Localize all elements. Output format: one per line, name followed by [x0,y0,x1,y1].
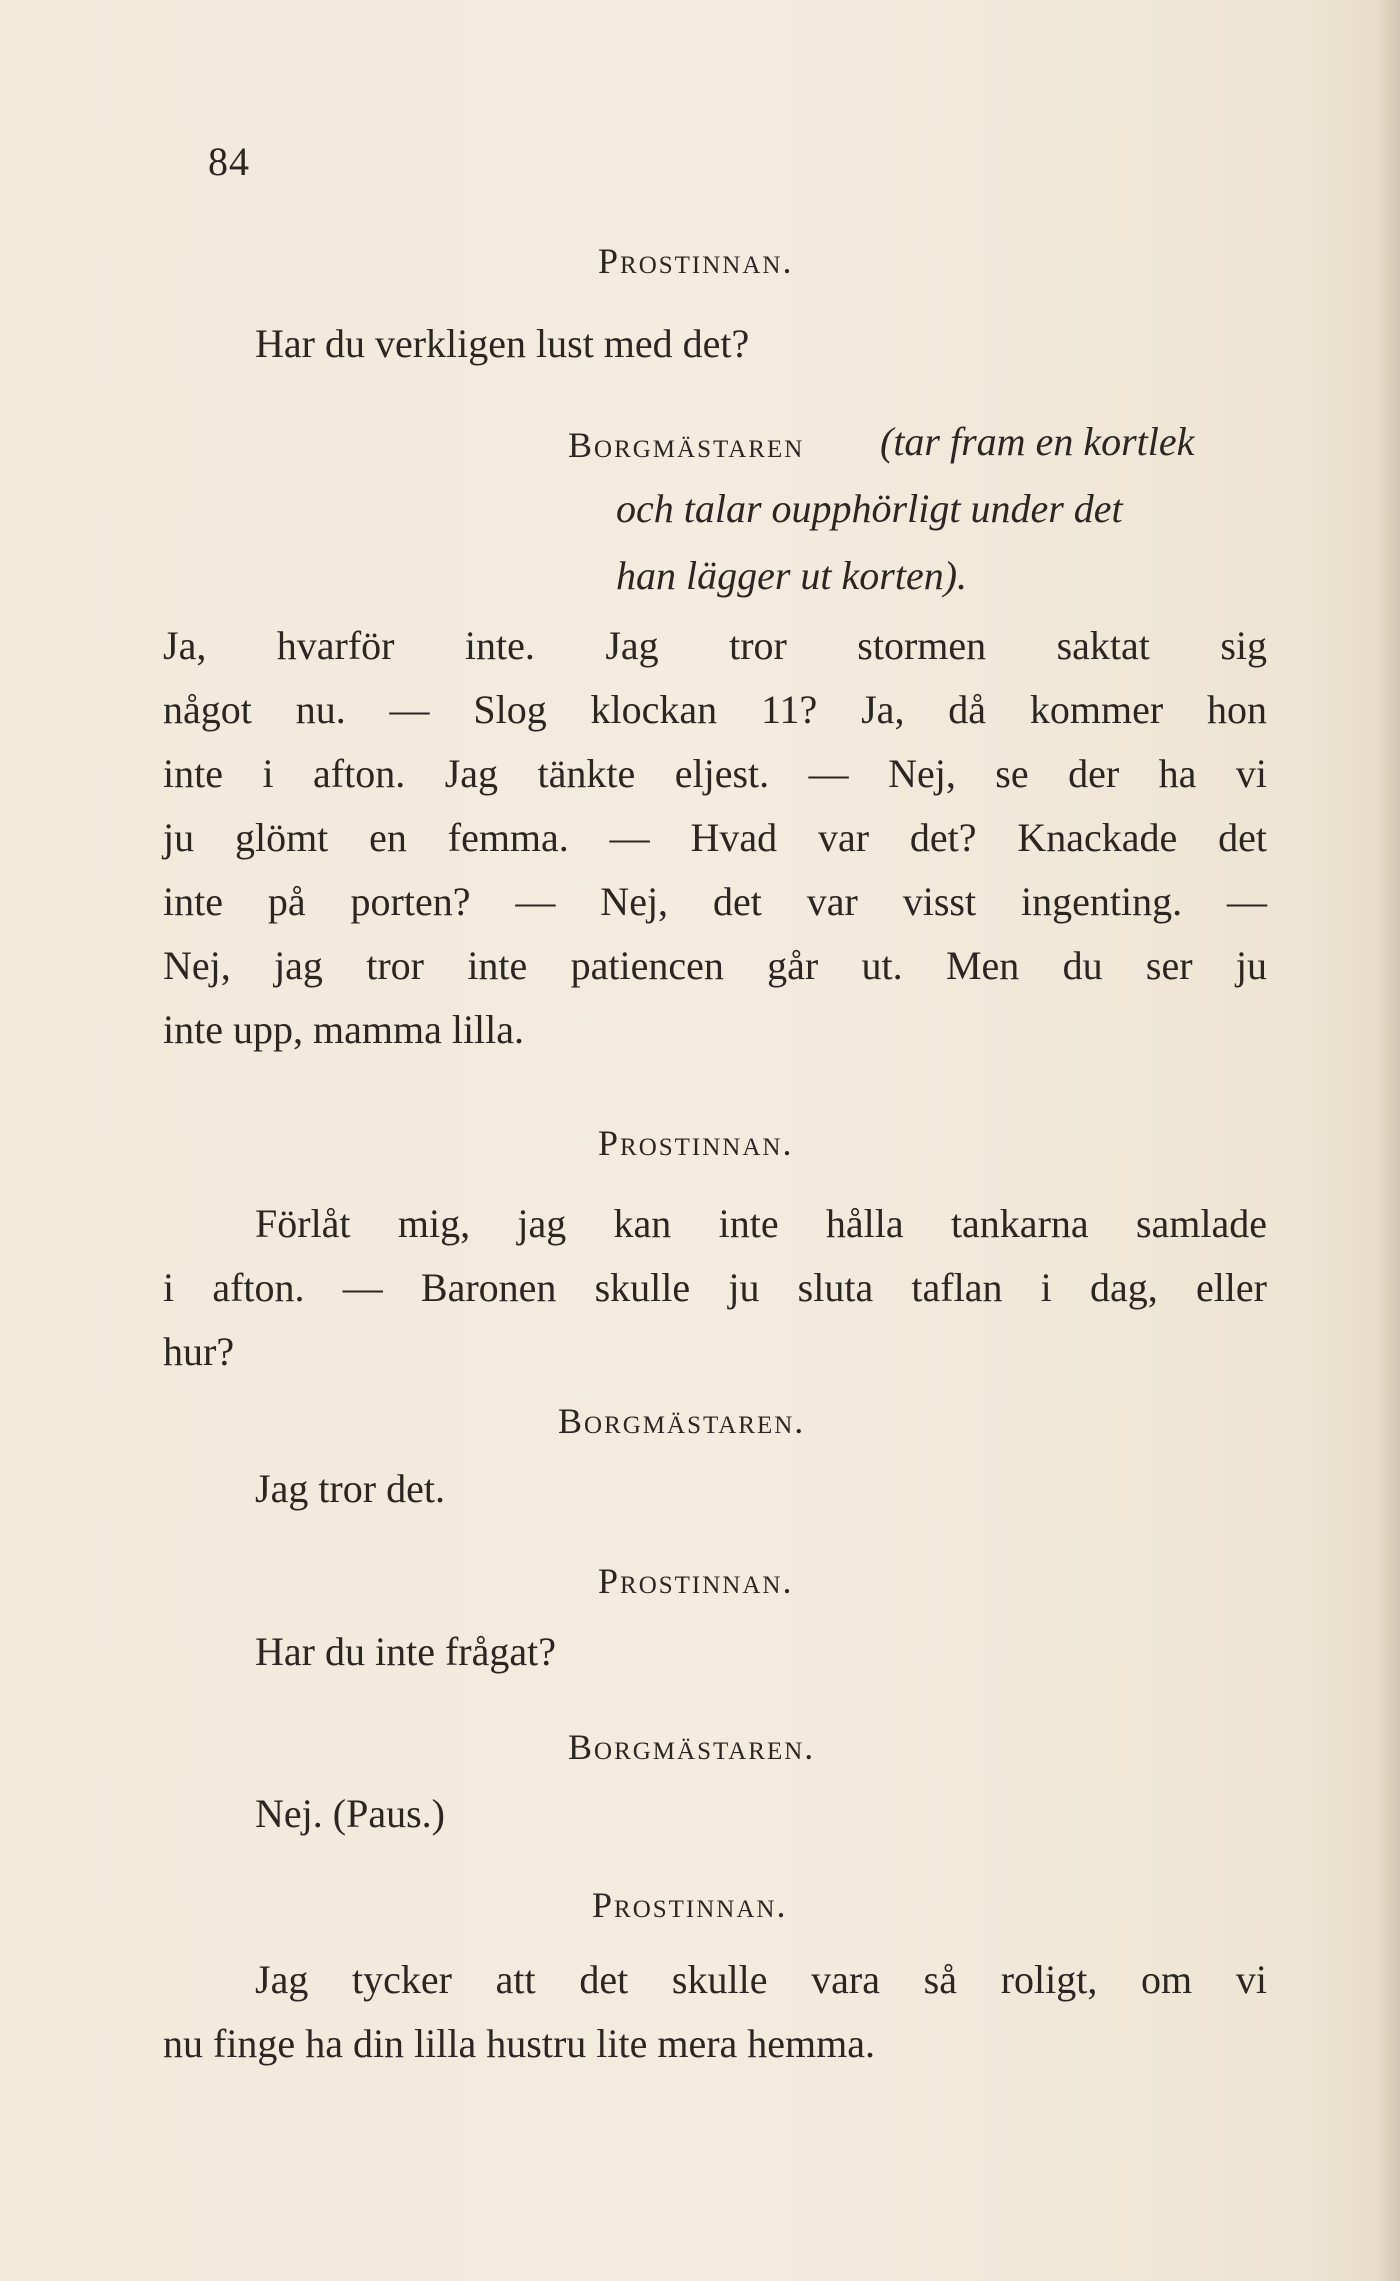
speaker-name: Prostinnan. [598,1561,794,1601]
stage-direction: och talar oupphörligt under det [616,486,1123,531]
speaker-name: Prostinnan. [592,1885,788,1925]
dialogue-line: Jag tror det. [255,1466,445,1511]
dialogue-line: i afton. — Baronen skulle ju sluta taflan i dag, eller [163,1265,1267,1310]
stage-direction: han lägger ut korten). [616,553,968,598]
dialogue-line: hur? [163,1329,235,1374]
page-edge-shadow [1378,0,1400,2281]
stage-direction: (tar fram en kortlek [880,419,1195,464]
dialogue-line: något nu. — Slog klockan 11? Ja, då kommer hon [163,687,1267,732]
dialogue-line: Förlåt mig, jag kan inte hålla tankarna samlade [255,1201,1267,1246]
dialogue-line: inte upp, mamma lilla. [163,1007,525,1052]
dialogue-line: inte i afton. Jag tänkte eljest. — Nej, se der ha vi [163,751,1267,796]
speaker-name: Prostinnan. [598,1123,794,1163]
dialogue-line: nu finge ha din lilla hustru lite mera hemma. [163,2021,876,2066]
speaker-name: Borgmästaren. [568,1727,816,1767]
dialogue-line: Nej, jag tror inte patiencen går ut. Men du ser ju [163,943,1267,988]
speaker-name: Borgmästaren [568,425,805,465]
page-number: 84 [208,139,250,184]
dialogue-line: Har du inte frågat? [255,1629,556,1674]
dialogue-line: ju glömt en femma. — Hvad var det? Knackade det [163,815,1267,860]
dialogue-line: Har du verkligen lust med det? [255,321,750,366]
dialogue-line: Nej. (Paus.) [255,1791,445,1836]
dialogue-line: Ja, hvarför inte. Jag tror stormen saktat sig [163,623,1267,668]
dialogue-line: Jag tycker att det skulle vara så roligt, om vi [255,1957,1267,2002]
dialogue-line: inte på porten? — Nej, det var visst ingenting. — [163,879,1267,924]
speaker-name: Borgmästaren. [558,1401,806,1441]
speaker-name: Prostinnan. [598,241,794,281]
